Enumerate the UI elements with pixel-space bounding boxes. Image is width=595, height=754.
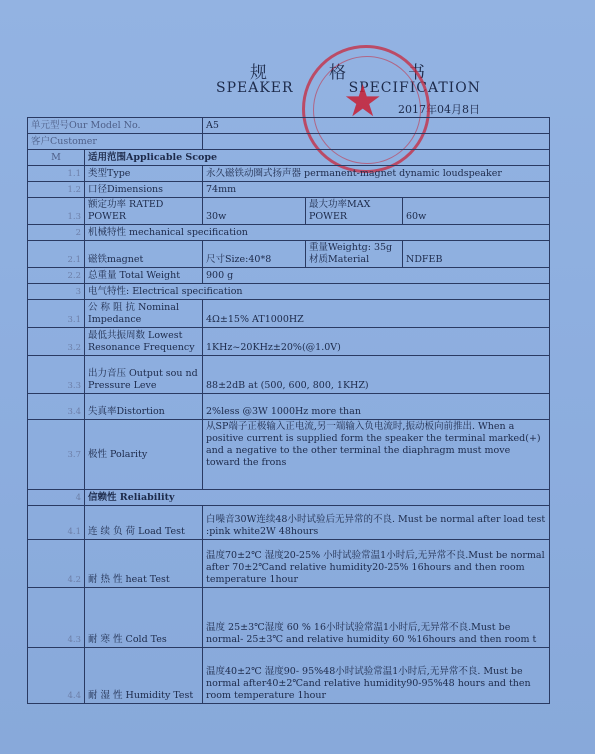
section-title: 适用范围Applicable Scope <box>85 150 550 166</box>
customer-value <box>203 134 550 150</box>
row-value: 温度40±2℃ 湿度90- 95%48小时试验常温1小时后,无异常不良. Must be normal after40±2℃and relative humidity90-95%48 hours and then room temperature 1hour <box>203 648 550 704</box>
table-row <box>28 198 550 225</box>
row-value: 温度 25±3℃湿度 60 % 16小时试验常温1小时后,无异常不良.Must be normal- 25±3℃ and relative humidity 60 %16hours and then room t <box>203 588 550 648</box>
row-num: 4.2 <box>28 540 85 588</box>
row-num: 1.1 <box>28 166 85 182</box>
row-value: 1KHz~20KHz±20%(@1.0V) <box>203 328 550 356</box>
table-row <box>28 648 550 704</box>
section-row-3 <box>28 284 550 300</box>
row-value: 从SP端子正极输入正电流,另一端输入负电流时,振动板向前推出. When a positive current is supplied form the speaker the terminal marked(+) and a negative to the other terminal the diaphragm must move toward the frons <box>203 420 550 490</box>
section-num: 2 <box>28 225 85 241</box>
row-num: 3.7 <box>28 420 85 490</box>
section-title: 信赖性 Reliability <box>85 490 550 506</box>
row-label-2: 最大功率MAX POWER <box>306 198 403 225</box>
row-num: 3.3 <box>28 356 85 394</box>
row-label: 耐 湿 性 Humidity Test <box>85 648 203 704</box>
magnet-weight <box>306 241 403 268</box>
section-num: M <box>28 150 85 166</box>
table-row <box>28 241 550 268</box>
row-num: 4.4 <box>28 648 85 704</box>
specification-table <box>27 117 550 704</box>
section-num: 3 <box>28 284 85 300</box>
row-value: 温度70±2℃ 湿度20-25% 小时试验常温1小时后,无异常不良.Must be normal after 70±2℃and relative humidity20-25% 16hours and then room temperature 1hour <box>203 540 550 588</box>
row-num: 2.1 <box>28 241 85 268</box>
table-row-model <box>28 118 550 134</box>
row-num: 1.2 <box>28 182 85 198</box>
row-value: 900 g <box>203 268 550 284</box>
material-label: 材质Material <box>309 254 370 265</box>
table-row <box>28 166 550 182</box>
row-label: 总重量 Total Weight <box>85 268 203 284</box>
row-label: 公 称 阻 抗 Nominal Impedance <box>85 300 203 328</box>
section-num: 4 <box>28 490 85 506</box>
title-char-1: 规 <box>250 63 269 83</box>
section-title: 机械特性 mechanical specification <box>85 225 550 241</box>
row-value: 30w <box>203 198 306 225</box>
title-char-2: 格 <box>329 63 348 83</box>
row-value: 88±2dB at (500, 600, 800, 1KHZ) <box>203 356 550 394</box>
row-label: 极性 Polarity <box>85 420 203 490</box>
table-row <box>28 300 550 328</box>
row-label: 额定功率 RATED POWER <box>85 198 203 225</box>
row-label: 类型Type <box>85 166 203 182</box>
magnet-size: 尺寸Size:40*8 <box>203 241 306 268</box>
table-row <box>28 394 550 420</box>
section-row-1 <box>28 150 550 166</box>
table-row <box>28 506 550 540</box>
table-row <box>28 420 550 490</box>
row-label: 口径Dimensions <box>85 182 203 198</box>
row-num: 3.4 <box>28 394 85 420</box>
row-label: 最低共振周数 Lowest Resonance Frequency <box>85 328 203 356</box>
row-label: 耐 热 性 heat Test <box>85 540 203 588</box>
row-num: 3.1 <box>28 300 85 328</box>
table-row <box>28 182 550 198</box>
table-row-customer <box>28 134 550 150</box>
row-label: 磁铁magnet <box>85 241 203 268</box>
row-num: 3.2 <box>28 328 85 356</box>
row-value: 74mm <box>203 182 550 198</box>
row-num: 1.3 <box>28 198 85 225</box>
table-row <box>28 328 550 356</box>
title-en-1: SPEAKER <box>216 80 294 96</box>
row-value: 永久磁铁动圈式扬声器 permanent-magnet dynamic loudspeaker <box>203 166 550 182</box>
row-num: 4.3 <box>28 588 85 648</box>
row-value: 2%less @3W 1000Hz more than <box>203 394 550 420</box>
row-num: 4.1 <box>28 506 85 540</box>
title-en-2: SPECIFICATION <box>348 80 481 96</box>
model-value: A5 <box>203 118 550 134</box>
row-value: 白噪音30W连续48小时试验后无异常的不良. Must be normal after load test :pink white2W 48hours <box>203 506 550 540</box>
section-row-2 <box>28 225 550 241</box>
table-row <box>28 588 550 648</box>
section-row-4 <box>28 490 550 506</box>
table-row <box>28 356 550 394</box>
row-label: 出力音压 Output sou nd Pressure Leve <box>85 356 203 394</box>
star-icon: ★ <box>343 76 383 127</box>
document-date: 2017年04月8日 <box>398 103 480 116</box>
row-value-2: 60w <box>403 198 550 225</box>
row-label: 失真率Distortion <box>85 394 203 420</box>
customer-label: 客户Customer <box>28 134 203 150</box>
table-row <box>28 268 550 284</box>
section-title: 电气特性: Electrical specification <box>85 284 550 300</box>
row-value: 4Ω±15% AT1000HZ <box>203 300 550 328</box>
magnet-weight-text: 重量Weightg: 35g <box>309 242 393 253</box>
table-row <box>28 540 550 588</box>
magnet-material: NDFEB <box>403 241 550 268</box>
row-num: 2.2 <box>28 268 85 284</box>
model-label: 单元型号Our Model No. <box>28 118 203 134</box>
row-label: 耐 寒 性 Cold Tes <box>85 588 203 648</box>
row-label: 连 续 负 荷 Load Test <box>85 506 203 540</box>
title-char-3: 书 <box>408 63 427 83</box>
